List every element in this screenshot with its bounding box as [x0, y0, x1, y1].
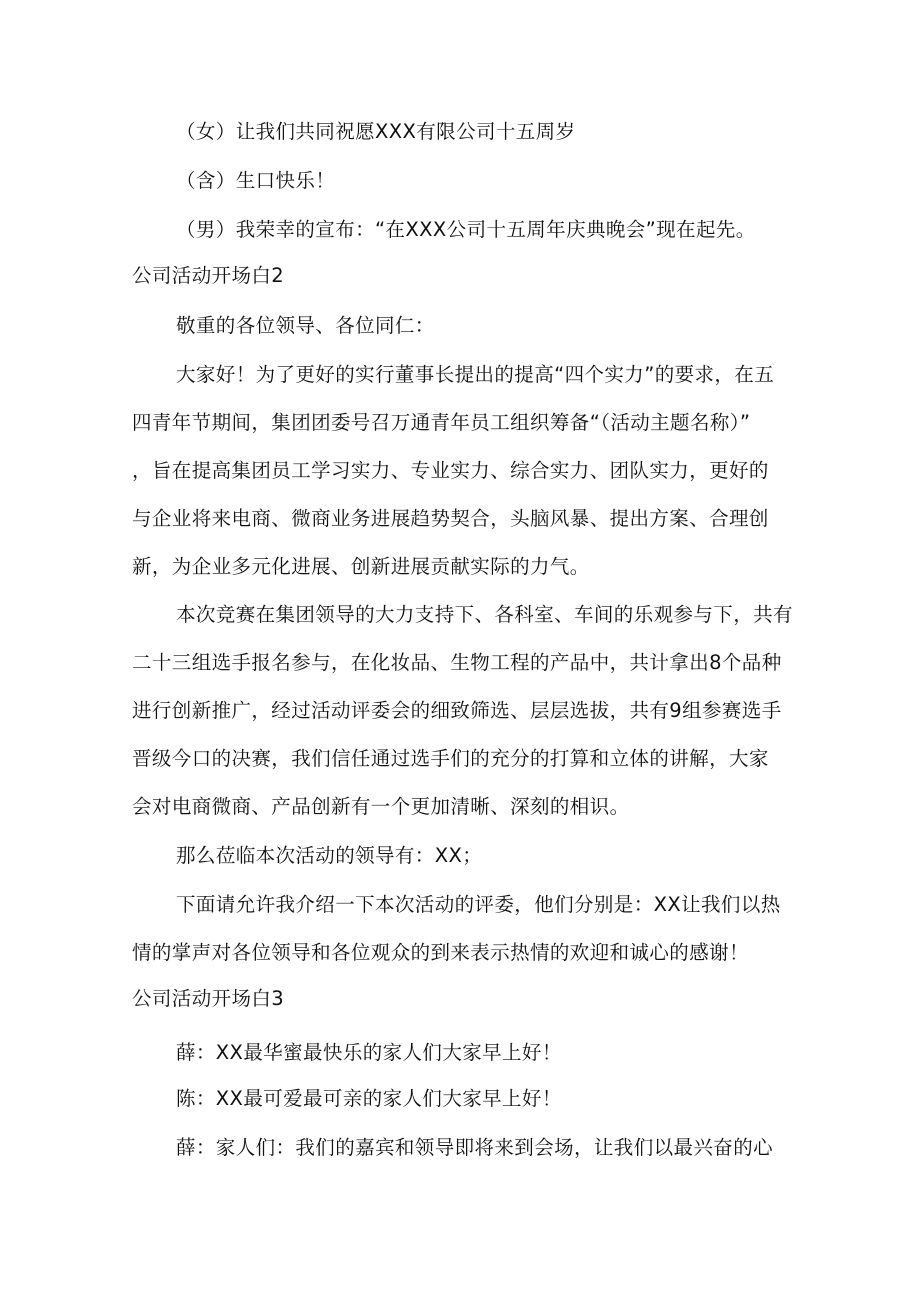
text-line: 大家好！为了更好的实行董事长提出的提高“四个实力”的要求，在五 — [176, 363, 775, 386]
section-heading: 公司活动开场白3 — [132, 987, 285, 1010]
text-line: 那么莅临本次活动的领导有：XX； — [176, 844, 483, 867]
text-line: ，旨在提高集团员工学习实力、专业实力、综合实力、团队实力，更好的 — [132, 459, 769, 482]
text-line: （男）我荣幸的宣布：“在XXX公司十五周年庆典晚会”现在起先。 — [176, 218, 756, 241]
text-line: 陈：XX最可爱最可亲的家人们大家早上好！ — [176, 1087, 562, 1110]
text-line: 本次竞赛在集团领导的大力支持下、各科室、车间的乐观参与下，共有 — [176, 603, 793, 626]
text-line: （女）让我们共同祝愿XXX有限公司十五周岁 — [176, 120, 576, 143]
text-line: 新，为企业多元化进展、创新进展贡献实际的力气。 — [132, 555, 590, 578]
text-line: 四青年节期间，集团团委号召万通青年员工组织筹备“（活动主题名称）” — [132, 411, 751, 434]
text-line: 薛：XX最华蜜最快乐的家人们大家早上好！ — [176, 1041, 562, 1064]
text-line: 下面请允许我介绍一下本次活动的评委，他们分别是：XX让我们以热 — [176, 893, 781, 916]
text-line: 进行创新推广，经过活动评委会的细致筛选、层层选拔，共有9组参赛选手 — [132, 699, 782, 722]
text-line: 薛：家人们：我们的嘉宾和领导即将来到会场，让我们以最兴奋的心 — [176, 1136, 774, 1159]
section-heading: 公司活动开场白2 — [132, 264, 285, 287]
text-line: 情的掌声对各位领导和各位观众的到来表示热情的欢迎和诚心的感谢！ — [132, 941, 749, 964]
text-line: 晋级今口的决赛，我们信任通过选手们的充分的打算和立体的讲解，大家 — [132, 747, 769, 770]
text-line: （含）生口快乐！ — [176, 169, 336, 192]
text-line: 会对电商微商、产品创新有一个更加清晰、深刻的相识。 — [132, 795, 630, 818]
text-line: 二十三组选手报名参与，在化妆品、生物工程的产品中，共计拿出8个品种 — [132, 651, 782, 674]
text-line: 敬重的各位领导、各位同仁： — [176, 314, 435, 337]
text-line: 与企业将来电商、微商业务进展趋势契合，头脑风暴、提出方案、合理创 — [132, 507, 769, 530]
